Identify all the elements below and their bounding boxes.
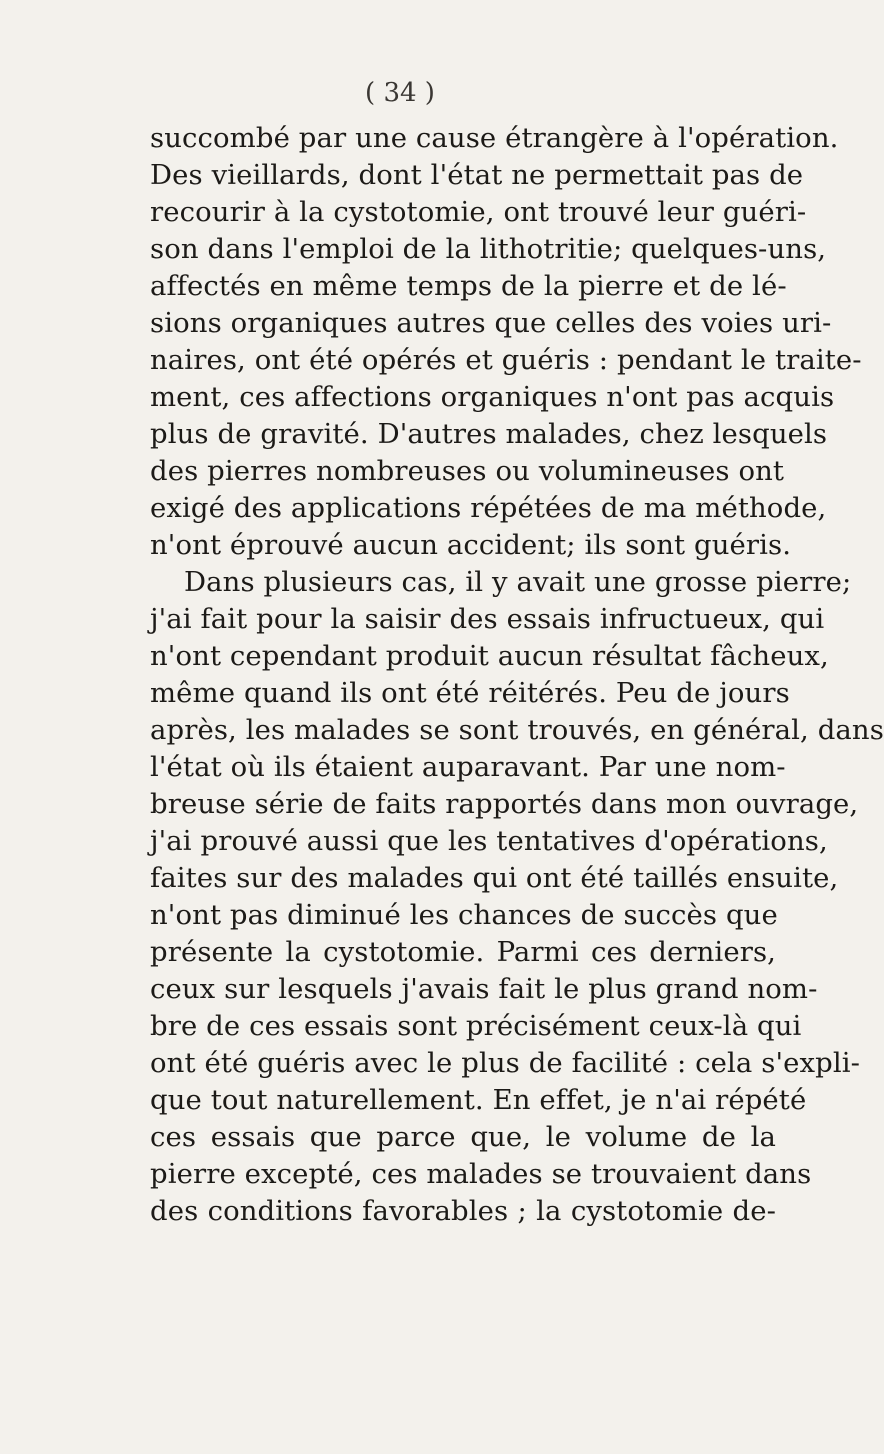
- body-text: [150, 120, 884, 1230]
- text-line: faites sur des malades qui ont été taillés ensuite,: [150, 862, 839, 894]
- text-line: j'ai fait pour la saisir des essais infructueux, qui: [150, 603, 825, 635]
- text-line: naires, ont été opérés et guéris : pendant le traite-: [150, 344, 862, 376]
- text-line: Des vieillards, dont l'état ne permettait pas de: [150, 159, 804, 191]
- text-line: que tout naturellement. En effet, je n'ai répété: [150, 1084, 807, 1116]
- text-line: des conditions favorables ; la cystotomie de-: [150, 1195, 776, 1227]
- text-line: ment, ces affections organiques n'ont pas acquis: [150, 381, 835, 413]
- text-line: exigé des applications répétées de ma méthode,: [150, 492, 827, 524]
- text-line: des pierres nombreuses ou volumineuses ont: [150, 455, 785, 487]
- text-line: n'ont éprouvé aucun accident; ils sont guéris.: [150, 529, 792, 561]
- text-line: son dans l'emploi de la lithotritie; quelques-uns,: [150, 233, 827, 265]
- text-line: affectés en même temps de la pierre et de lé-: [150, 270, 787, 302]
- text-line: ces essais que parce que, le volume de la: [150, 1121, 776, 1153]
- page-number: ( 34 ): [365, 78, 435, 108]
- text-line: breuse série de faits rapportés dans mon ouvrage,: [150, 788, 859, 820]
- text-line: même quand ils ont été réitérés. Peu de jours: [150, 677, 790, 709]
- text-line: après, les malades se sont trouvés, en général, dans: [150, 714, 884, 746]
- text-line: sions organiques autres que celles des voies uri-: [150, 307, 832, 339]
- text-line: j'ai prouvé aussi que les tentatives d'opérations,: [150, 825, 828, 857]
- text-line: bre de ces essais sont précisément ceux-là qui: [150, 1010, 802, 1042]
- text-line: ont été guéris avec le plus de facilité : cela s'expli-: [150, 1047, 861, 1079]
- text-line: succombé par une cause étrangère à l'opération.: [150, 122, 839, 154]
- text-line: l'état où ils étaient auparavant. Par une nom-: [150, 751, 786, 783]
- paragraph-start-line: Dans plusieurs cas, il y avait une grosse pierre;: [184, 566, 852, 598]
- text-line: n'ont pas diminué les chances de succès que: [150, 899, 778, 931]
- text-line: présente la cystotomie. Parmi ces derniers,: [150, 936, 776, 968]
- text-line: ceux sur lesquels j'avais fait le plus grand nom-: [150, 973, 818, 1005]
- text-line: plus de gravité. D'autres malades, chez lesquels: [150, 418, 828, 450]
- text-line: n'ont cependant produit aucun résultat fâcheux,: [150, 640, 829, 672]
- text-line: recourir à la cystotomie, ont trouvé leur guéri-: [150, 196, 807, 228]
- text-line: pierre excepté, ces malades se trouvaient dans: [150, 1158, 812, 1190]
